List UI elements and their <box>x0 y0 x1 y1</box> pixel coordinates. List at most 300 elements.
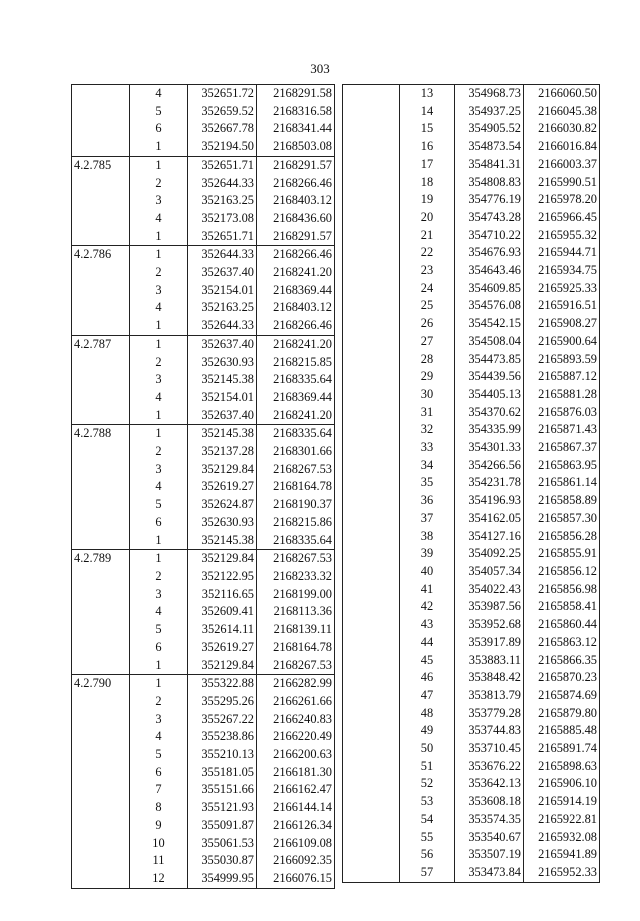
y-coordinate-cell: 2165856.12 <box>524 563 600 581</box>
table-row <box>72 425 335 443</box>
point-number-cell: 14 <box>400 103 455 121</box>
parcel-id-cell <box>343 545 400 563</box>
point-number-cell: 3 <box>130 711 188 729</box>
table-row <box>343 616 600 634</box>
x-coordinate-cell: 355091.87 <box>188 817 257 835</box>
y-coordinate-cell: 2168335.64 <box>257 425 335 443</box>
y-coordinate-cell: 2168301.66 <box>257 443 335 461</box>
x-coordinate-cell: 353917.89 <box>455 634 524 652</box>
x-coordinate-cell: 352154.01 <box>188 389 257 407</box>
parcel-id-cell <box>72 478 130 496</box>
y-coordinate-cell: 2165990.51 <box>524 174 600 192</box>
y-coordinate-cell: 2166109.08 <box>257 835 335 853</box>
point-number-cell: 25 <box>400 297 455 315</box>
point-number-cell: 9 <box>130 817 188 835</box>
x-coordinate-cell: 352667.78 <box>188 120 257 138</box>
x-coordinate-cell: 353848.42 <box>455 669 524 687</box>
y-coordinate-cell: 2168266.46 <box>257 317 335 335</box>
parcel-id-cell <box>72 799 130 817</box>
y-coordinate-cell: 2168199.00 <box>257 586 335 604</box>
point-number-cell: 46 <box>400 669 455 687</box>
y-coordinate-cell: 2165941.89 <box>524 846 600 864</box>
table-row <box>72 192 335 210</box>
coordinates-table-right <box>342 84 600 883</box>
x-coordinate-cell: 353883.11 <box>455 652 524 670</box>
parcel-id-cell: 4.2.787 <box>72 335 130 353</box>
parcel-id-cell <box>72 120 130 138</box>
y-coordinate-cell: 2165867.37 <box>524 439 600 457</box>
parcel-id-cell <box>72 354 130 372</box>
x-coordinate-cell: 354999.95 <box>188 870 257 888</box>
table-row <box>343 793 600 811</box>
table-row <box>343 262 600 280</box>
table-row <box>343 297 600 315</box>
parcel-id-cell <box>72 138 130 156</box>
point-number-cell: 3 <box>130 461 188 479</box>
table-row <box>72 781 335 799</box>
table-row <box>72 317 335 335</box>
parcel-id-cell <box>343 280 400 298</box>
table-row <box>343 368 600 386</box>
x-coordinate-cell: 352173.08 <box>188 210 257 228</box>
x-coordinate-cell: 352137.28 <box>188 443 257 461</box>
y-coordinate-cell: 2165881.28 <box>524 386 600 404</box>
table-row <box>72 103 335 121</box>
page-number: 303 <box>310 61 330 76</box>
parcel-id-cell <box>72 657 130 675</box>
point-number-cell: 45 <box>400 652 455 670</box>
x-coordinate-cell: 354937.25 <box>455 103 524 121</box>
y-coordinate-cell: 2165856.28 <box>524 528 600 546</box>
parcel-id-cell <box>343 421 400 439</box>
table-row <box>72 461 335 479</box>
x-coordinate-cell: 352163.25 <box>188 192 257 210</box>
y-coordinate-cell: 2168335.64 <box>257 371 335 389</box>
point-number-cell: 13 <box>400 85 455 103</box>
x-coordinate-cell: 353676.22 <box>455 758 524 776</box>
parcel-id-cell <box>72 103 130 121</box>
table-row <box>343 722 600 740</box>
x-coordinate-cell: 355181.05 <box>188 764 257 782</box>
parcel-id-cell <box>343 439 400 457</box>
point-number-cell: 2 <box>130 443 188 461</box>
point-number-cell: 7 <box>130 781 188 799</box>
y-coordinate-cell: 2166076.15 <box>257 870 335 888</box>
table-row <box>343 138 600 156</box>
point-number-cell: 3 <box>130 282 188 300</box>
point-number-cell: 26 <box>400 315 455 333</box>
point-number-cell: 48 <box>400 705 455 723</box>
table-row <box>343 563 600 581</box>
y-coordinate-cell: 2168164.78 <box>257 478 335 496</box>
parcel-id-cell <box>343 598 400 616</box>
y-coordinate-cell: 2166261.66 <box>257 693 335 711</box>
table-row <box>72 568 335 586</box>
table-row <box>72 603 335 621</box>
x-coordinate-cell: 354576.08 <box>455 297 524 315</box>
y-coordinate-cell: 2168341.44 <box>257 120 335 138</box>
x-coordinate-cell: 352637.40 <box>188 407 257 425</box>
y-coordinate-cell: 2165855.91 <box>524 545 600 563</box>
y-coordinate-cell: 2168241.20 <box>257 335 335 353</box>
parcel-id-cell <box>343 528 400 546</box>
parcel-id-cell <box>72 870 130 888</box>
y-coordinate-cell: 2168241.20 <box>257 407 335 425</box>
x-coordinate-cell: 354405.13 <box>455 386 524 404</box>
y-coordinate-cell: 2165856.98 <box>524 581 600 599</box>
x-coordinate-cell: 355295.26 <box>188 693 257 711</box>
table-row <box>72 299 335 317</box>
point-number-cell: 6 <box>130 764 188 782</box>
point-number-cell: 57 <box>400 864 455 882</box>
y-coordinate-cell: 2166144.14 <box>257 799 335 817</box>
point-number-cell: 49 <box>400 722 455 740</box>
y-coordinate-cell: 2168241.20 <box>257 264 335 282</box>
table-row <box>72 693 335 711</box>
table-row <box>343 581 600 599</box>
point-number-cell: 52 <box>400 775 455 793</box>
y-coordinate-cell: 2168266.46 <box>257 175 335 193</box>
table-row <box>72 657 335 675</box>
point-number-cell: 4 <box>130 299 188 317</box>
point-number-cell: 2 <box>130 264 188 282</box>
parcel-id-cell <box>72 817 130 835</box>
point-number-cell: 5 <box>130 746 188 764</box>
point-number-cell: 38 <box>400 528 455 546</box>
point-number-cell: 19 <box>400 191 455 209</box>
x-coordinate-cell: 353608.18 <box>455 793 524 811</box>
parcel-id-cell <box>72 835 130 853</box>
table-row <box>343 545 600 563</box>
parcel-id-cell <box>343 758 400 776</box>
parcel-id-cell: 4.2.786 <box>72 246 130 264</box>
parcel-id-cell <box>72 282 130 300</box>
table-row <box>72 586 335 604</box>
parcel-id-cell <box>72 693 130 711</box>
y-coordinate-cell: 2165879.80 <box>524 705 600 723</box>
x-coordinate-cell: 352637.40 <box>188 264 257 282</box>
parcel-id-cell <box>72 852 130 870</box>
y-coordinate-cell: 2165876.03 <box>524 404 600 422</box>
y-coordinate-cell: 2165874.69 <box>524 687 600 705</box>
y-coordinate-cell: 2165866.35 <box>524 652 600 670</box>
y-coordinate-cell: 2165863.12 <box>524 634 600 652</box>
parcel-id-cell <box>72 371 130 389</box>
x-coordinate-cell: 354370.62 <box>455 404 524 422</box>
y-coordinate-cell: 2168215.85 <box>257 354 335 372</box>
y-coordinate-cell: 2165906.10 <box>524 775 600 793</box>
y-coordinate-cell: 2168266.46 <box>257 246 335 264</box>
parcel-id-cell <box>72 85 130 103</box>
parcel-id-cell <box>72 175 130 193</box>
y-coordinate-cell: 2166200.63 <box>257 746 335 764</box>
y-coordinate-cell: 2165925.33 <box>524 280 600 298</box>
y-coordinate-cell: 2166162.47 <box>257 781 335 799</box>
table-row <box>343 811 600 829</box>
parcel-id-cell <box>343 85 400 103</box>
x-coordinate-cell: 354127.16 <box>455 528 524 546</box>
y-coordinate-cell: 2165858.89 <box>524 492 600 510</box>
parcel-id-cell <box>343 687 400 705</box>
parcel-id-cell <box>343 492 400 510</box>
point-number-cell: 32 <box>400 421 455 439</box>
table-row <box>343 315 600 333</box>
parcel-id-cell <box>343 616 400 634</box>
point-number-cell: 37 <box>400 510 455 528</box>
x-coordinate-cell: 354473.85 <box>455 351 524 369</box>
parcel-id-cell <box>343 775 400 793</box>
table-row <box>72 496 335 514</box>
x-coordinate-cell: 352659.52 <box>188 103 257 121</box>
parcel-id-cell <box>343 404 400 422</box>
point-number-cell: 31 <box>400 404 455 422</box>
x-coordinate-cell: 355267.22 <box>188 711 257 729</box>
parcel-id-cell <box>72 389 130 407</box>
point-number-cell: 56 <box>400 846 455 864</box>
table-row <box>72 817 335 835</box>
parcel-id-cell <box>343 227 400 245</box>
table-row <box>343 846 600 864</box>
table-row <box>72 532 335 550</box>
y-coordinate-cell: 2166060.50 <box>524 85 600 103</box>
table-row <box>343 775 600 793</box>
x-coordinate-cell: 354743.28 <box>455 209 524 227</box>
y-coordinate-cell: 2166220.49 <box>257 728 335 746</box>
point-number-cell: 1 <box>130 657 188 675</box>
parcel-id-cell <box>343 103 400 121</box>
y-coordinate-cell: 2165857.30 <box>524 510 600 528</box>
x-coordinate-cell: 354508.04 <box>455 333 524 351</box>
x-coordinate-cell: 352637.40 <box>188 335 257 353</box>
x-coordinate-cell: 352630.93 <box>188 354 257 372</box>
point-number-cell: 12 <box>130 870 188 888</box>
parcel-id-cell <box>343 368 400 386</box>
point-number-cell: 4 <box>130 478 188 496</box>
x-coordinate-cell: 353744.83 <box>455 722 524 740</box>
point-number-cell: 54 <box>400 811 455 829</box>
x-coordinate-cell: 353710.45 <box>455 740 524 758</box>
point-number-cell: 2 <box>130 568 188 586</box>
x-coordinate-cell: 352609.41 <box>188 603 257 621</box>
x-coordinate-cell: 354092.25 <box>455 545 524 563</box>
x-coordinate-cell: 352145.38 <box>188 371 257 389</box>
point-number-cell: 4 <box>130 85 188 103</box>
y-coordinate-cell: 2168436.60 <box>257 210 335 228</box>
table-row <box>72 852 335 870</box>
point-number-cell: 1 <box>130 532 188 550</box>
parcel-id-cell <box>72 728 130 746</box>
x-coordinate-cell: 354905.52 <box>455 120 524 138</box>
y-coordinate-cell: 2166016.84 <box>524 138 600 156</box>
y-coordinate-cell: 2168335.64 <box>257 532 335 550</box>
point-number-cell: 6 <box>130 514 188 532</box>
y-coordinate-cell: 2165916.51 <box>524 297 600 315</box>
point-number-cell: 41 <box>400 581 455 599</box>
point-number-cell: 1 <box>130 675 188 693</box>
y-coordinate-cell: 2168369.44 <box>257 389 335 407</box>
y-coordinate-cell: 2165860.44 <box>524 616 600 634</box>
point-number-cell: 4 <box>130 210 188 228</box>
point-number-cell: 4 <box>130 603 188 621</box>
point-number-cell: 33 <box>400 439 455 457</box>
x-coordinate-cell: 352644.33 <box>188 317 257 335</box>
y-coordinate-cell: 2168215.86 <box>257 514 335 532</box>
table-row <box>343 227 600 245</box>
y-coordinate-cell: 2168113.36 <box>257 603 335 621</box>
parcel-id-cell <box>72 210 130 228</box>
parcel-id-cell <box>343 722 400 740</box>
x-coordinate-cell: 352651.72 <box>188 85 257 103</box>
table-row <box>72 389 335 407</box>
x-coordinate-cell: 352619.27 <box>188 639 257 657</box>
x-coordinate-cell: 353574.35 <box>455 811 524 829</box>
parcel-id-cell <box>343 315 400 333</box>
parcel-id-cell <box>343 829 400 847</box>
parcel-id-cell <box>343 811 400 829</box>
y-coordinate-cell: 2166282.99 <box>257 675 335 693</box>
x-coordinate-cell: 353507.19 <box>455 846 524 864</box>
point-number-cell: 27 <box>400 333 455 351</box>
x-coordinate-cell: 352129.84 <box>188 550 257 568</box>
x-coordinate-cell: 352651.71 <box>188 228 257 246</box>
table-row <box>72 156 335 174</box>
point-number-cell: 53 <box>400 793 455 811</box>
parcel-id-cell <box>72 586 130 604</box>
parcel-id-cell <box>343 669 400 687</box>
y-coordinate-cell: 2168291.58 <box>257 85 335 103</box>
table-row <box>343 280 600 298</box>
x-coordinate-cell: 354301.33 <box>455 439 524 457</box>
x-coordinate-cell: 355210.13 <box>188 746 257 764</box>
parcel-id-cell <box>343 120 400 138</box>
parcel-id-cell <box>72 496 130 514</box>
y-coordinate-cell: 2165978.20 <box>524 191 600 209</box>
y-coordinate-cell: 2165952.33 <box>524 864 600 882</box>
table-row <box>343 103 600 121</box>
y-coordinate-cell: 2168403.12 <box>257 299 335 317</box>
y-coordinate-cell: 2165934.75 <box>524 262 600 280</box>
x-coordinate-cell: 355121.93 <box>188 799 257 817</box>
parcel-id-cell <box>72 461 130 479</box>
table-row <box>72 746 335 764</box>
parcel-id-cell <box>343 297 400 315</box>
parcel-id-cell <box>72 639 130 657</box>
table-row <box>72 799 335 817</box>
y-coordinate-cell: 2165914.19 <box>524 793 600 811</box>
table-row <box>343 386 600 404</box>
table-row <box>343 85 600 103</box>
table-row <box>72 443 335 461</box>
x-coordinate-cell: 352644.33 <box>188 175 257 193</box>
y-coordinate-cell: 2166240.83 <box>257 711 335 729</box>
point-number-cell: 2 <box>130 354 188 372</box>
parcel-id-cell <box>72 621 130 639</box>
y-coordinate-cell: 2168139.11 <box>257 621 335 639</box>
parcel-id-cell <box>343 740 400 758</box>
parcel-id-cell: 4.2.785 <box>72 156 130 174</box>
point-number-cell: 1 <box>130 335 188 353</box>
table-row <box>343 652 600 670</box>
table-row <box>72 264 335 282</box>
table-row <box>343 758 600 776</box>
parcel-id-cell <box>72 407 130 425</box>
y-coordinate-cell: 2165861.14 <box>524 474 600 492</box>
parcel-id-cell <box>343 174 400 192</box>
point-number-cell: 6 <box>130 639 188 657</box>
y-coordinate-cell: 2168233.32 <box>257 568 335 586</box>
table-row <box>343 191 600 209</box>
point-number-cell: 36 <box>400 492 455 510</box>
x-coordinate-cell: 354057.34 <box>455 563 524 581</box>
parcel-id-cell <box>72 603 130 621</box>
x-coordinate-cell: 353779.28 <box>455 705 524 723</box>
parcel-id-cell <box>343 864 400 882</box>
parcel-id-cell <box>343 510 400 528</box>
table-row <box>343 120 600 138</box>
x-coordinate-cell: 354808.83 <box>455 174 524 192</box>
x-coordinate-cell: 354266.56 <box>455 457 524 475</box>
table-row <box>72 550 335 568</box>
point-number-cell: 35 <box>400 474 455 492</box>
table-row <box>343 351 600 369</box>
x-coordinate-cell: 354710.22 <box>455 227 524 245</box>
x-coordinate-cell: 352154.01 <box>188 282 257 300</box>
y-coordinate-cell: 2165932.08 <box>524 829 600 847</box>
parcel-id-cell <box>72 443 130 461</box>
y-coordinate-cell: 2168369.44 <box>257 282 335 300</box>
table-row <box>343 457 600 475</box>
y-coordinate-cell: 2165870.23 <box>524 669 600 687</box>
point-number-cell: 3 <box>130 586 188 604</box>
y-coordinate-cell: 2168267.53 <box>257 550 335 568</box>
y-coordinate-cell: 2168291.57 <box>257 156 335 174</box>
x-coordinate-cell: 355322.88 <box>188 675 257 693</box>
x-coordinate-cell: 353987.56 <box>455 598 524 616</box>
point-number-cell: 2 <box>130 175 188 193</box>
parcel-id-cell <box>343 386 400 404</box>
point-number-cell: 16 <box>400 138 455 156</box>
parcel-id-cell <box>343 581 400 599</box>
parcel-id-cell: 4.2.789 <box>72 550 130 568</box>
table-row <box>72 138 335 156</box>
y-coordinate-cell: 2165871.43 <box>524 421 600 439</box>
point-number-cell: 1 <box>130 425 188 443</box>
y-coordinate-cell: 2168190.37 <box>257 496 335 514</box>
table-row <box>343 705 600 723</box>
x-coordinate-cell: 352194.50 <box>188 138 257 156</box>
parcel-id-cell <box>343 457 400 475</box>
x-coordinate-cell: 354231.78 <box>455 474 524 492</box>
point-number-cell: 1 <box>130 407 188 425</box>
point-number-cell: 4 <box>130 389 188 407</box>
table-row <box>72 210 335 228</box>
point-number-cell: 40 <box>400 563 455 581</box>
point-number-cell: 51 <box>400 758 455 776</box>
point-number-cell: 5 <box>130 496 188 514</box>
x-coordinate-cell: 354022.43 <box>455 581 524 599</box>
x-coordinate-cell: 354968.73 <box>455 85 524 103</box>
x-coordinate-cell: 352651.71 <box>188 156 257 174</box>
point-number-cell: 5 <box>130 621 188 639</box>
x-coordinate-cell: 355238.86 <box>188 728 257 746</box>
parcel-id-cell <box>343 846 400 864</box>
parcel-id-cell <box>343 138 400 156</box>
x-coordinate-cell: 354643.46 <box>455 262 524 280</box>
point-number-cell: 18 <box>400 174 455 192</box>
parcel-id-cell <box>343 333 400 351</box>
parcel-id-cell <box>72 299 130 317</box>
point-number-cell: 47 <box>400 687 455 705</box>
